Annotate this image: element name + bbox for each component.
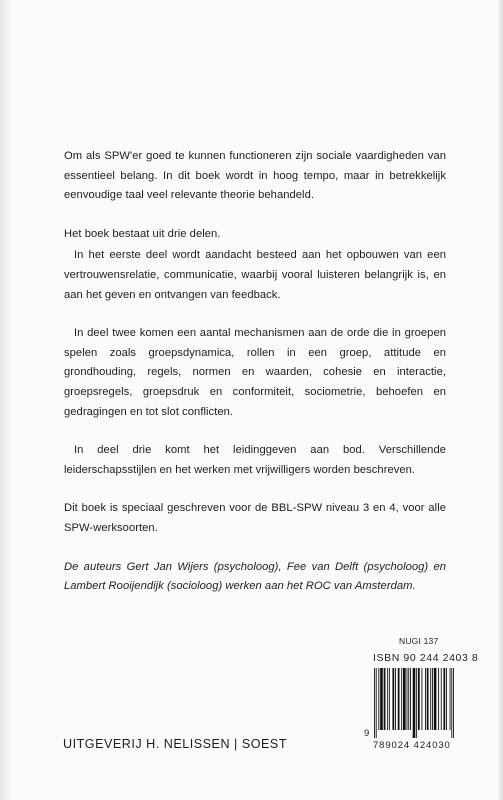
barcode-bar (387, 668, 388, 730)
barcode-bar (398, 668, 400, 730)
nugi-code: NUGI 137 (399, 636, 439, 646)
blurb-text (64, 147, 446, 597)
barcode-bar (446, 668, 447, 730)
barcode-bar (438, 668, 439, 730)
part-one-paragraph: In het eerste deel wordt aandacht besteed aan het opbouwen van een vertrouwensrelatie, communicatie, waarbij vooral luisteren belangrijk is, en aan het geven en ontvangen van feedback. (64, 249, 446, 301)
barcode-bar (407, 668, 408, 730)
barcode-bar (395, 668, 396, 730)
barcode-bar (378, 668, 379, 730)
barcode-bar (376, 668, 377, 738)
barcode-bar (380, 668, 383, 730)
barcode-bar (413, 668, 416, 738)
part-three-paragraph: In deel drie komt het leidinggeven aan bod. Verschillende leiderschapsstijlen en het werken met vrijwilligers worden beschreven. (64, 444, 446, 476)
barcode-bar (425, 668, 426, 730)
barcode-bars (374, 668, 454, 738)
barcode-bar (374, 668, 375, 738)
barcode-bar (451, 668, 452, 738)
barcode-lead-digit: 9 (364, 728, 370, 739)
barcode-bar (443, 668, 445, 730)
barcode-bar (432, 668, 433, 730)
barcode-bar (416, 668, 417, 738)
target-audience-paragraph: Dit boek is speciaal geschreven voor de BBL-SPW niveau 3 en 4, voor alle SPW-werksoorten. (64, 502, 446, 534)
structure-paragraph: Het boek bestaat uit drie delen. (64, 227, 221, 240)
barcode-bar (403, 668, 406, 730)
part-two-paragraph: In deel twee komen een aantal mechanismen aan de orde die in groepen spelen zoals groepsdynamica, rollen in een groep, attitude en grondhouding, regels, normen en waarden, cohesie en interactie, groepsregels, groepsdruk en conformiteit, sociometrie, behoefen en gedragingen en tot slot conflicten. (64, 327, 446, 418)
barcode-bar (418, 668, 420, 730)
barcode-bar (389, 668, 390, 730)
barcode-bar (410, 668, 411, 730)
authors-paragraph: De auteurs Gert Jan Wijers (psycholoog), Fee van Delft (psycholoog) en Lambert Rooijendijk (socioloog) werken aan het ROC van Amsterdam. (64, 560, 446, 593)
barcode-image (374, 668, 454, 738)
barcode-bar (441, 668, 442, 730)
barcode-bar (401, 668, 402, 730)
barcode-bar (434, 668, 437, 730)
barcode-bar (453, 668, 454, 738)
isbn-number: ISBN 90 244 2403 8 (373, 652, 479, 664)
barcode-bar (421, 668, 422, 730)
barcode-bar (384, 668, 386, 730)
barcode-bar (408, 668, 409, 730)
barcode-bar (450, 668, 451, 730)
barcode-bar (392, 668, 394, 730)
barcode-bar (430, 668, 431, 730)
publisher-name: UITGEVERIJ H. NELISSEN | SOEST (63, 737, 288, 751)
barcode-digits: 789024 424030 (373, 740, 451, 751)
barcode-bar (427, 668, 429, 730)
intro-paragraph: Om als SPW'er goed te kunnen functioneren zijn sociale vaardigheden van essentieel belang. In dit boek wordt in hoog tempo, maar in betrekkelijk eenvoudige taal veel relevante theorie behandeld. (64, 150, 446, 202)
